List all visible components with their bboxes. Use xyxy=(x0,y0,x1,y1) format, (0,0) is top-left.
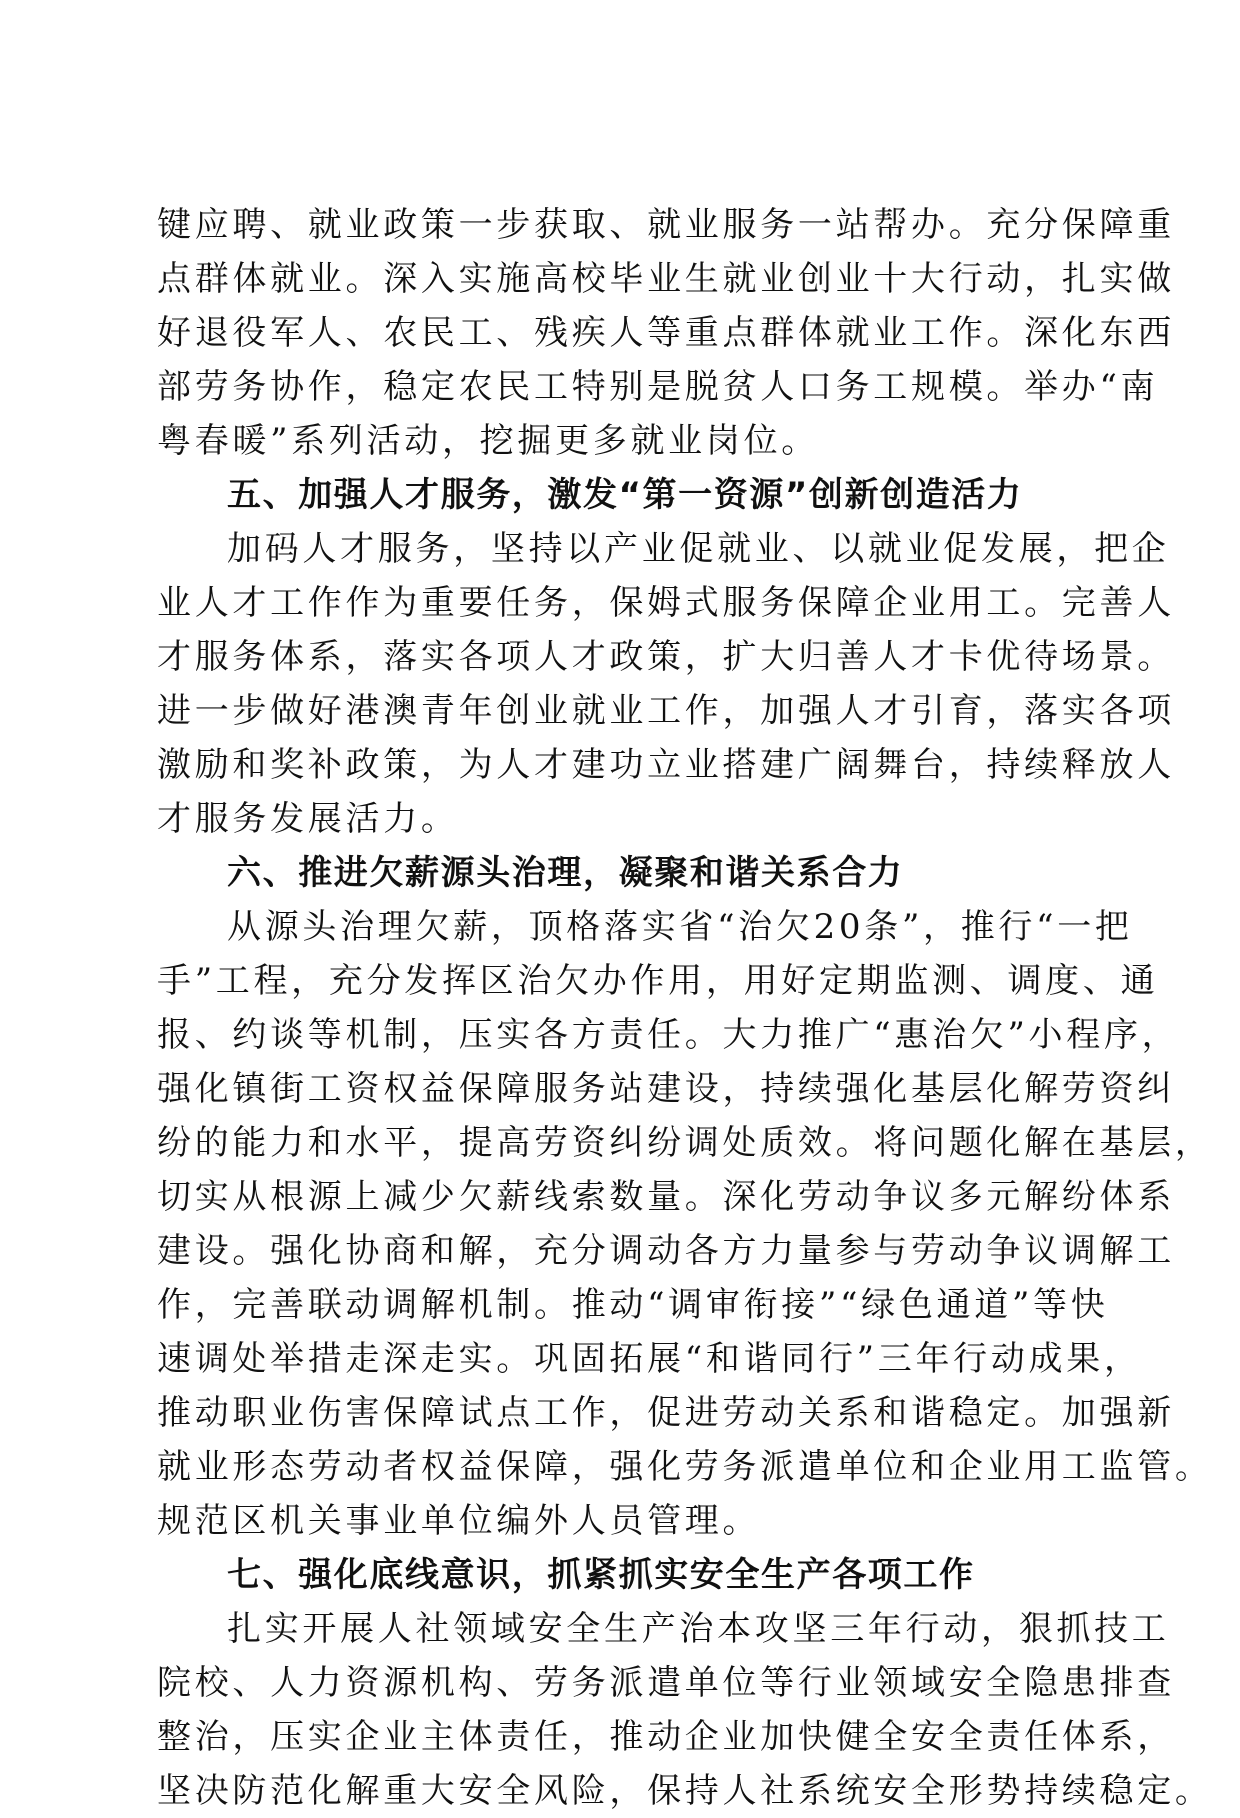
paragraph-start-line: 扎实开展人社领域安全生产治本攻坚三年行动，狠抓技工 xyxy=(227,1609,1170,1649)
body-line: 键应聘、就业政策一步获取、就业服务一站帮办。充分保障重 xyxy=(157,205,1175,245)
body-line: 部劳务协作，稳定农民工特别是脱贫人口务工规模。举办“南 xyxy=(157,367,1159,407)
body-line: 强化镇街工资权益保障服务站建设，持续强化基层化解劳资纠 xyxy=(157,1069,1175,1109)
body-line: 纷的能力和水平，提高劳资纠纷调处质效。将问题化解在基层， xyxy=(157,1123,1213,1163)
body-line: 院校、人力资源机构、劳务派遣单位等行业领域安全隐患排查 xyxy=(157,1663,1175,1703)
paragraph-start-line: 加码人才服务，坚持以产业促就业、以就业促发展，把企 xyxy=(227,529,1170,569)
body-line: 业人才工作作为重要任务，保姆式服务保障企业用工。完善人 xyxy=(157,583,1175,623)
body-line: 作，完善联动调解机制。推动“调审衔接”“绿色通道”等快 xyxy=(157,1285,1109,1325)
body-line: 粤春暖”系列活动，挖掘更多就业岗位。 xyxy=(157,421,819,461)
body-line: 整治，压实企业主体责任，推动企业加快健全安全责任体系， xyxy=(157,1717,1175,1757)
body-line: 点群体就业。深入实施高校毕业生就业创业十大行动，扎实做 xyxy=(157,259,1175,299)
body-line: 切实从根源上减少欠薪线索数量。深化劳动争议多元解纷体系 xyxy=(157,1177,1175,1217)
body-line: 速调处举措走深走实。巩固拓展“和谐同行”三年行动成果， xyxy=(157,1339,1142,1379)
section-heading-7: 七、强化底线意识，抓紧抓实安全生产各项工作 xyxy=(227,1555,975,1595)
paragraph-start-line: 从源头治理欠薪，顶格落实省“治欠20条”，推行“一把 xyxy=(227,907,1133,947)
body-line: 坚决防范化解重大安全风险，保持人社系统安全形势持续稳定。 xyxy=(157,1771,1213,1811)
body-line: 才服务体系，落实各项人才政策，扩大归善人才卡优待场景。 xyxy=(157,637,1175,677)
body-line: 建设。强化协商和解，充分调动各方力量参与劳动争议调解工 xyxy=(157,1231,1175,1271)
document-body xyxy=(157,198,1213,1818)
body-line: 报、约谈等机制，压实各方责任。大力推广“惠治欠”小程序， xyxy=(157,1015,1180,1055)
body-line: 推动职业伤害保障试点工作，促进劳动关系和谐稳定。加强新 xyxy=(157,1393,1175,1433)
body-line: 才服务发展活力。 xyxy=(157,799,459,839)
body-line: 就业形态劳动者权益保障，强化劳务派遣单位和企业用工监管。 xyxy=(157,1447,1213,1487)
body-line: 好退役军人、农民工、残疾人等重点群体就业工作。深化东西 xyxy=(157,313,1175,353)
body-line: 手”工程，充分发挥区治欠办作用，用好定期监测、调度、通 xyxy=(157,961,1159,1001)
body-line: 进一步做好港澳青年创业就业工作，加强人才引育，落实各项 xyxy=(157,691,1175,731)
section-heading-5: 五、加强人才服务，激发“第一资源”创新创造活力 xyxy=(227,475,1023,515)
body-line: 激励和奖补政策，为人才建功立业搭建广阔舞台，持续释放人 xyxy=(157,745,1175,785)
section-heading-6: 六、推进欠薪源头治理，凝聚和谐关系合力 xyxy=(227,853,904,893)
body-line: 规范区机关事业单位编外人员管理。 xyxy=(157,1501,761,1541)
